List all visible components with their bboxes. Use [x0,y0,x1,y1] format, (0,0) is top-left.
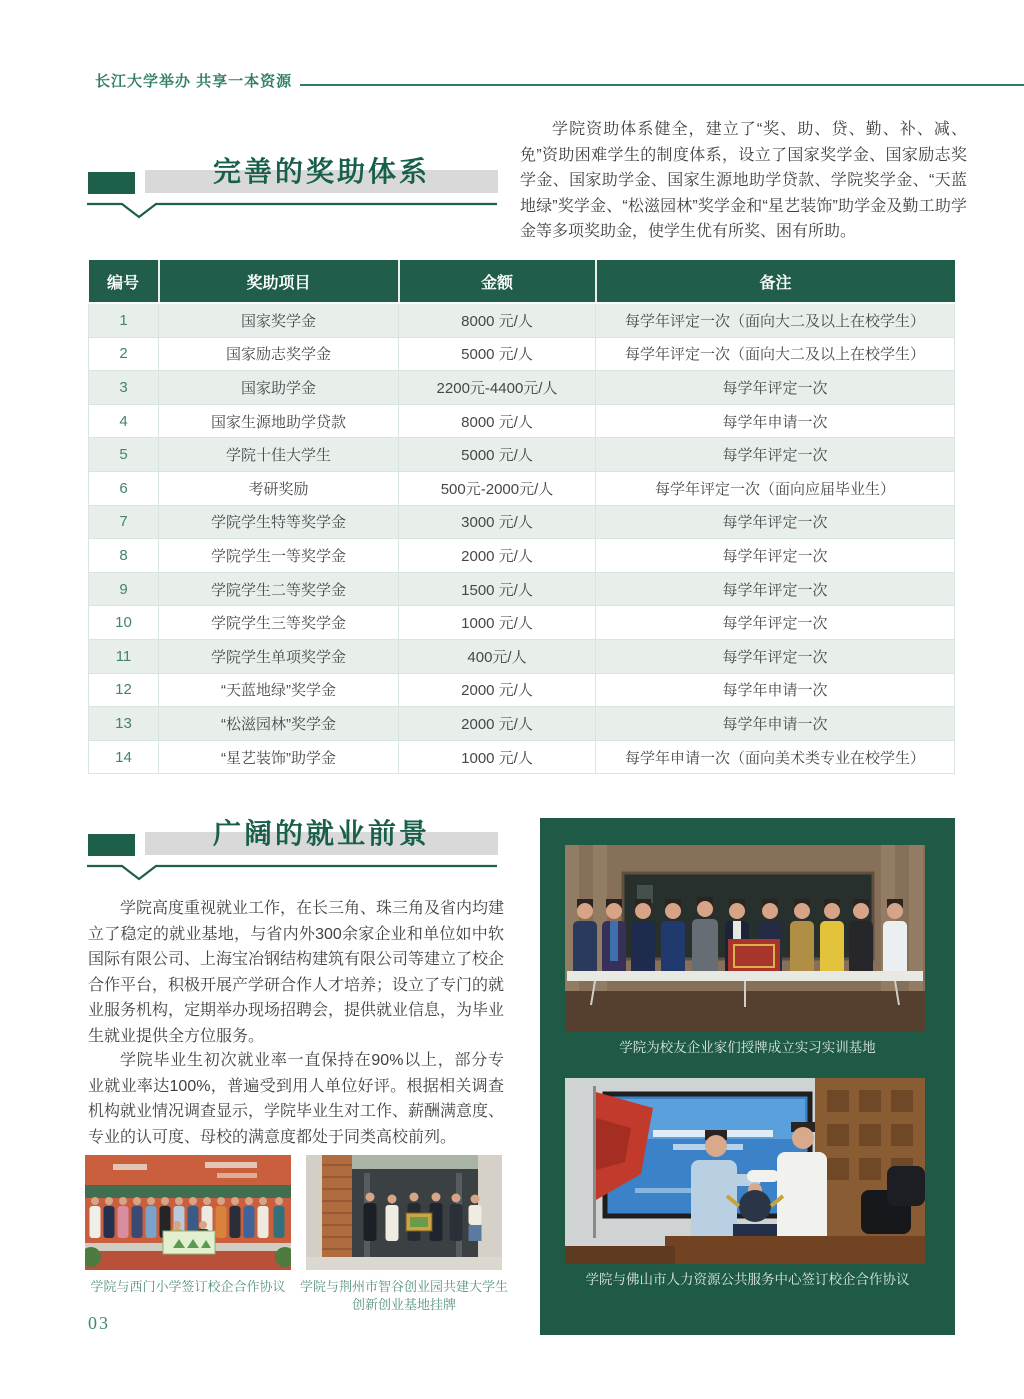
table-cell-number: 6 [89,471,159,505]
table-row [89,337,955,371]
table-row [89,707,955,741]
photo-school-cooperation [85,1155,291,1270]
table-cell: 8000 元/人 [399,303,596,337]
table-cell: 每学年评定一次 [596,438,955,472]
table-cell: 8000 元/人 [399,404,596,438]
heading-green-square [88,172,135,194]
table-cell: 5000 元/人 [399,337,596,371]
table-row [89,539,955,573]
table-cell: 学院十佳大学生 [159,438,399,472]
table-cell: 国家生源地助学贷款 [159,404,399,438]
table-cell: 考研奖励 [159,471,399,505]
table-row [89,303,955,337]
section1-heading [86,157,498,220]
heading-green-square [88,834,135,856]
table-row [89,606,955,640]
photo-alumni-plaque [565,845,925,1032]
school-group-photo-illustration [85,1155,291,1270]
table-cell: “星艺装饰”助学金 [159,740,399,774]
table-cell-number: 14 [89,740,159,774]
table-row [89,740,955,774]
scholarship-intro-paragraph: 学院资助体系健全，建立了“奖、助、贷、勤、补、减、免”资助困难学生的制度体系，设立了国家奖学金、国家励志奖学金、国家助学金、国家生源地助学贷款、学院奖学金、“天蓝地绿”奖学金、“松滋园林”奖学金和“星艺装饰”助学金及勤工助学金等多项奖助金，使学生优有所奖、困有所助。 [520,121,967,240]
table-cell: 国家励志奖学金 [159,337,399,371]
table-cell-number: 9 [89,572,159,606]
table-cell-number: 7 [89,505,159,539]
table-cell-number: 12 [89,673,159,707]
table-cell: 每学年评定一次 [596,505,955,539]
section2-heading [86,819,498,882]
photo-incubator-base [306,1155,502,1270]
table-cell: 每学年评定一次 [596,606,955,640]
table-row [89,471,955,505]
col-header-project: 奖助项目 [159,260,399,303]
table-cell: 每学年评定一次（面向大二及以上在校学生） [596,337,955,371]
table-cell: 2000 元/人 [399,673,596,707]
heading-underline-chevron [86,864,498,882]
table-cell: 3000 元/人 [399,505,596,539]
col-header-amount: 金额 [399,260,596,303]
table-cell-number: 4 [89,404,159,438]
photo-panel [540,818,955,1335]
table-cell: 每学年评定一次（面向大二及以上在校学生） [596,303,955,337]
masthead-rule [300,84,1024,86]
table-cell: 每学年申请一次 [596,404,955,438]
employment-paragraph-1: 学院高度重视就业工作，在长三角、珠三角及省内均建立了稳定的就业基地，与省内外300余家企业和单位如中软国际有限公司、上海宝冶钢结构建筑有限公司等建立了校企合作平台，积极开展产学研合作人才培养；设立了专门的就业服务机构，定期举办现场招聘会，提供就业信息，为毕业生就业提供全方位服务。 [88,900,504,1045]
table-cell-number: 13 [89,707,159,741]
heading-underline-chevron [86,202,498,220]
table-cell: 学院学生三等奖学金 [159,606,399,640]
table-cell: 每学年申请一次 [596,673,955,707]
section1-title: 完善的奖助体系 [212,157,430,188]
photo-caption: 学院与荆州市智谷创业园共建大学生创新创业基地挂牌 [299,1279,508,1312]
table-cell: 国家助学金 [159,371,399,405]
table-cell: 每学年评定一次（面向应届毕业生） [596,471,955,505]
table-cell: 每学年评定一次 [596,371,955,405]
table-cell: 400元/人 [399,639,596,673]
table-cell-number: 5 [89,438,159,472]
meeting-room-group-photo-illustration [565,845,925,1032]
table-row [89,673,955,707]
table-cell: 2200元-4400元/人 [399,371,596,405]
table-cell: 学院学生特等奖学金 [159,505,399,539]
col-header-remark: 备注 [596,260,955,303]
table-header-row [89,260,955,303]
table-cell: 5000 元/人 [399,438,596,472]
page-number: 03 [88,1313,110,1333]
photo-caption: 学院为校友企业家们授牌成立实习实训基地 [619,1040,876,1055]
scholarship-table-body [89,303,955,774]
table-cell: 1500 元/人 [399,572,596,606]
table-cell-number: 2 [89,337,159,371]
table-cell-number: 10 [89,606,159,640]
table-cell-number: 1 [89,303,159,337]
table-cell: “天蓝地绿”奖学金 [159,673,399,707]
photo-foshan-agreement [565,1078,925,1264]
table-cell: 500元-2000元/人 [399,471,596,505]
col-header-number: 编号 [89,260,159,303]
table-row [89,505,955,539]
employment-paragraph-2: 学院毕业生初次就业率一直保持在90%以上，部分专业就业率达100%，普遍受到用人单位好评。根据相关调查机构就业情况调查显示，学院毕业生对工作、薪酬满意度、专业的认可度、母校的满意度都处于同类高校前列。 [88,1052,504,1146]
photo-caption: 学院与佛山市人力资源公共服务中心签订校企合作协议 [585,1272,910,1287]
photo-caption: 学院与西门小学签订校企合作协议 [90,1279,286,1294]
handshake-photo-illustration [565,1078,925,1264]
table-row [89,639,955,673]
table-cell-number: 11 [89,639,159,673]
table-cell: 国家奖学金 [159,303,399,337]
table-cell: 2000 元/人 [399,707,596,741]
table-cell: 每学年评定一次 [596,639,955,673]
table-row [89,404,955,438]
table-cell: 学院学生一等奖学金 [159,539,399,573]
table-cell-number: 3 [89,371,159,405]
table-cell-number: 8 [89,539,159,573]
table-cell: 每学年申请一次（面向美术类专业在校学生） [596,740,955,774]
entrance-group-photo-illustration [306,1155,502,1270]
table-row [89,572,955,606]
table-cell: 1000 元/人 [399,606,596,640]
table-cell: 学院学生二等奖学金 [159,572,399,606]
table-cell: “松滋园林”奖学金 [159,707,399,741]
table-row [89,371,955,405]
table-cell: 学院学生单项奖学金 [159,639,399,673]
table-cell: 1000 元/人 [399,740,596,774]
table-cell: 2000 元/人 [399,539,596,573]
masthead-title: 长江大学举办 共享一本资源 [95,73,293,90]
section2-title: 广阔的就业前景 [212,819,430,850]
table-row [89,438,955,472]
scholarship-table [88,260,955,774]
table-cell: 每学年评定一次 [596,572,955,606]
table-cell: 每学年评定一次 [596,539,955,573]
table-cell: 每学年申请一次 [596,707,955,741]
